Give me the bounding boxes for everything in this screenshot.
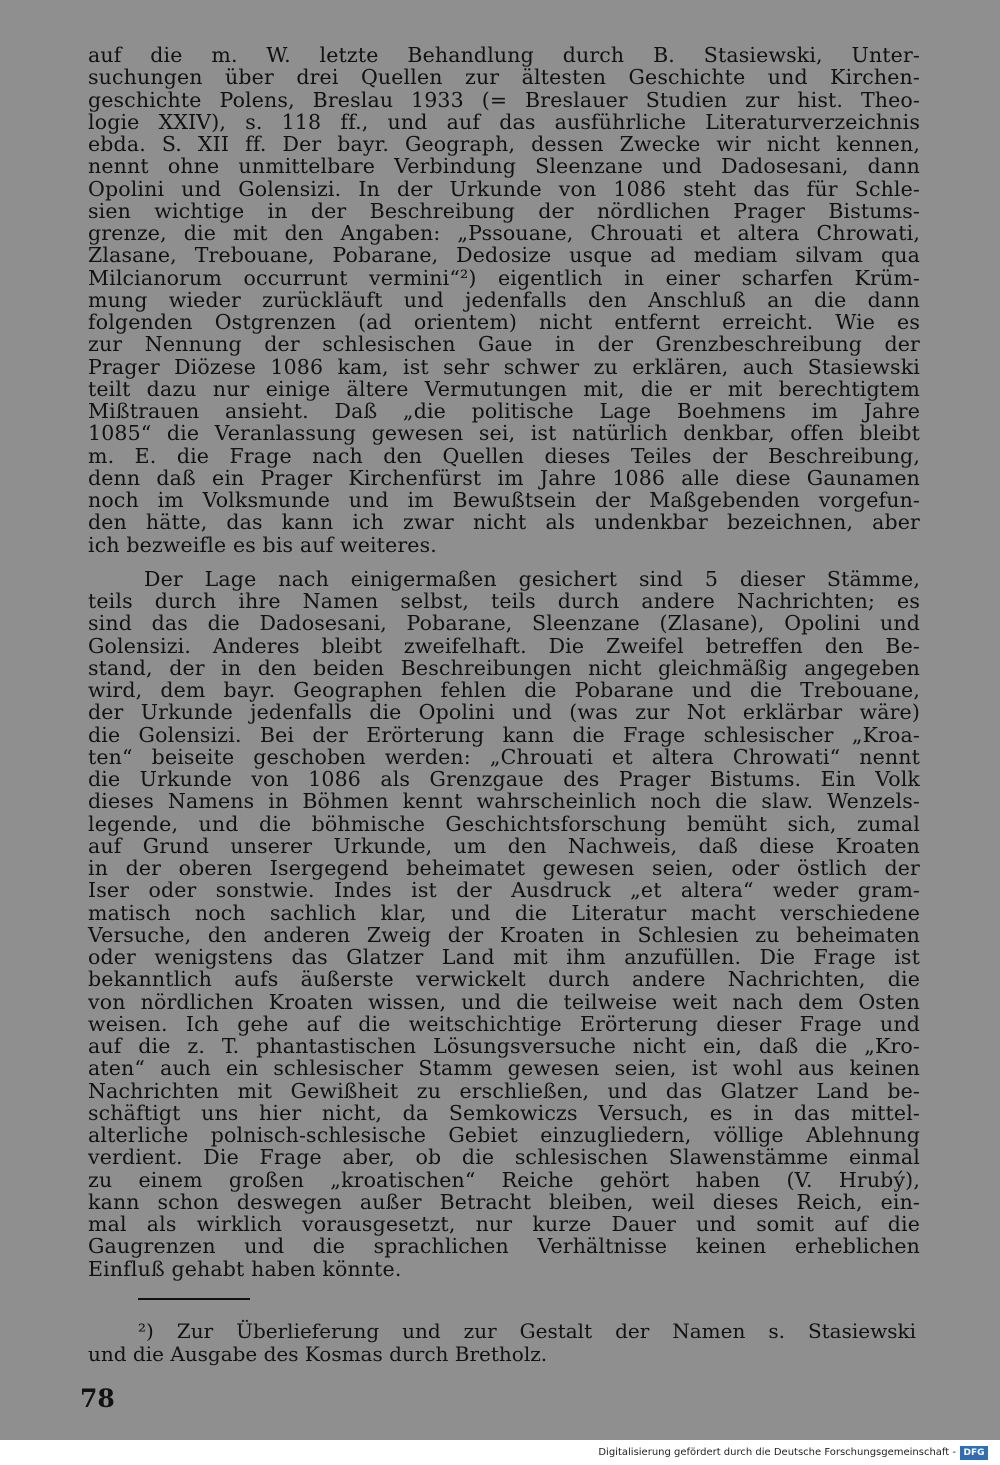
- text-line: matisch noch sachlich klar, und die Literatur macht verschiedene: [88, 900, 920, 925]
- text-line: verdient. Die Frage aber, ob die schlesischen Slawenstämme einmal: [88, 1145, 920, 1170]
- text-line: grenze, die mit den Angaben: „Pssouane, Chrouati et altera Chrowati,: [88, 221, 920, 245]
- text-line: den hätte, das kann ich zwar nicht als undenkbar bezeichnen, aber: [88, 510, 920, 535]
- text-line: wird, dem bayr. Geographen fehlen die Pobarane und die Trebouane,: [88, 678, 920, 702]
- text-line: von nördlichen Kroaten wissen, und die teilweise weit nach dem Osten: [88, 989, 920, 1014]
- text-line: aten“ auch ein schlesischer Stamm gewesen seien, ist wohl aus keinen: [88, 1056, 920, 1081]
- text-line: auf die z. T. phantastischen Lösungsversuche nicht ein, daß die „Kro-: [88, 1034, 920, 1058]
- text-line: Milcianorum occurrunt vermini“²) eigentlich in einer scharfen Krüm-: [88, 265, 920, 290]
- text-line: Iser oder sonstwie. Indes ist der Ausdruck „et altera“ weder gram-: [88, 878, 920, 903]
- text-line: alterliche polnisch-schlesische Gebiet einzugliedern, völlige Ablehnung: [88, 1123, 920, 1147]
- text-line: stand, der in den beiden Beschreibungen nicht gleichmäßig angegeben: [88, 655, 920, 680]
- text-line: oder wenigstens das Glatzer Land mit ihm anzufüllen. Die Frage ist: [88, 945, 920, 969]
- text-line: teils durch ihre Namen selbst, teils durch andere Nachrichten; es: [88, 589, 920, 613]
- text-line: ebda. S. XII ff. Der bayr. Geograph, dessen Zwecke wir nicht kennen,: [88, 132, 920, 156]
- text-line: nennt ohne unmittelbare Verbindung Sleenzane und Dadosesani, dann: [88, 154, 920, 179]
- text-line: Einfluß gehabt haben könnte.: [88, 1256, 402, 1281]
- text-line: die Golensizi. Bei der Erörterung kann die Frage schlesischer „Kroa-: [88, 722, 920, 747]
- text-line: mal als wirklich vorausgesetzt, nur kurze Dauer und somit auf die: [88, 1212, 920, 1236]
- text-line: kann schon deswegen außer Betracht bleiben, weil dieses Reich, ein-: [88, 1189, 920, 1214]
- text-line: noch im Volksmunde und im Bewußtsein der Maßgebenden vorgefun-: [88, 488, 920, 512]
- text-line: Mißtrauen ansieht. Daß „die politische Lage Boehmens im Jahre: [88, 399, 920, 423]
- text-line: Opolini und Golensizi. In der Urkunde von 1086 steht das für Schle-: [88, 176, 920, 201]
- paragraph-1: [88, 44, 920, 556]
- text-line: Prager Diözese 1086 kam, ist sehr schwer zu erklären, auch Stasiewski: [88, 354, 920, 379]
- text-line: legende, und die böhmische Geschichtsforschung bemüht sich, zumal: [88, 811, 920, 836]
- text-line: Gaugrenzen und die sprachlichen Verhältnisse keinen erheblichen: [88, 1234, 920, 1259]
- text-line: folgenden Ostgrenzen (ad orientem) nicht entfernt erreicht. Wie es: [88, 310, 920, 334]
- footnote-line: und die Ausgabe des Kosmas durch Bretholz.: [88, 1342, 548, 1366]
- text-line: sien wichtige in der Beschreibung der nördlichen Prager Bistums-: [88, 198, 920, 223]
- text-line: dieses Namens in Böhmen kennt wahrscheinlich noch die slaw. Wenzels-: [88, 789, 920, 814]
- text-line: weisen. Ich gehe auf die weitschichtige Erörterung dieser Frage und: [88, 1011, 920, 1036]
- text-line: sind das die Dadosesani, Pobarane, Sleenzane (Zlasane), Opolini und: [88, 611, 920, 636]
- text-line: die Urkunde von 1086 als Grenzgaue des Prager Bistums. Ein Volk: [88, 767, 920, 791]
- text-line: Der Lage nach einigermaßen gesichert sind 5 dieser Stämme,: [144, 566, 920, 591]
- text-line: logie XXIV), s. 118 ff., und auf das ausführliche Literaturverzeichnis: [88, 109, 920, 134]
- paragraph-2: [88, 568, 920, 1280]
- footer-bar: [0, 1440, 1000, 1465]
- text-line: denn daß ein Prager Kirchenfürst im Jahre 1086 alle diese Gaunamen: [88, 465, 920, 490]
- text-line: in der oberen Isergegend beheimatet gewesen seien, oder östlich der: [88, 856, 920, 880]
- text-line: Nachrichten mit Gewißheit zu erschließen, und das Glatzer Land be-: [88, 1078, 920, 1103]
- footnote-separator: [138, 1298, 250, 1300]
- text-line: auf die m. W. letzte Behandlung durch B. Stasiewski, Unter-: [88, 43, 920, 67]
- text-line: Versuche, den anderen Zweig der Kroaten in Schlesien zu beheimaten: [88, 922, 920, 947]
- text-line: ten“ beiseite geschoben werden: „Chrouati et altera Chrowati“ nennt: [88, 744, 920, 769]
- footer-credit: Digitalisierung gefördert durch die Deutsche Forschungsgemeinschaft -: [598, 1447, 956, 1458]
- text-line: 1085“ die Veranlassung gewesen sei, ist natürlich denkbar, offen bleibt: [88, 421, 920, 446]
- text-line: Zlasane, Trebouane, Pobarane, Dedosize usque ad mediam silvam qua: [88, 243, 920, 268]
- text-line: mung wieder zurückläuft und jedenfalls den Anschluß an die dann: [88, 287, 920, 312]
- text-line: geschichte Polens, Breslau 1933 (= Breslauer Studien zur hist. Theo-: [88, 87, 920, 112]
- text-line: schäftigt uns hier nicht, da Semkowiczs Versuch, es in das mittel-: [88, 1100, 920, 1125]
- main-text: [88, 44, 920, 1280]
- text-line: ich bezweifle es bis auf weiteres.: [88, 532, 437, 557]
- text-line: m. E. die Frage nach den Quellen dieses Teiles der Beschreibung,: [88, 443, 920, 468]
- text-line: der Urkunde jedenfalls die Opolini und (was zur Not erklärbar wäre): [88, 700, 920, 725]
- text-line: auf Grund unserer Urkunde, um den Nachweis, daß diese Kroaten: [88, 833, 920, 858]
- text-line: zur Nennung der schlesischen Gaue in der Grenzbeschreibung der: [88, 332, 920, 357]
- page-number: 78: [80, 1384, 115, 1413]
- text-line: Golensizi. Anderes bleibt zweifelhaft. Die Zweifel betreffen den Be-: [88, 633, 920, 658]
- dfg-logo: DFG: [960, 1446, 988, 1460]
- text-line: bekanntlich aufs äußerste verwickelt durch andere Nachrichten, die: [88, 967, 920, 992]
- text-line: teilt dazu nur einige ältere Vermutungen mit, die er mit berechtigtem: [88, 376, 920, 401]
- footnotes: [88, 1320, 916, 1366]
- text-line: zu einem großen „kroatischen“ Reiche gehört haben (V. Hrubý),: [88, 1167, 920, 1192]
- footnote-line: ²) Zur Überlieferung und zur Gestalt der Namen s. Stasiewski: [138, 1319, 916, 1343]
- text-line: suchungen über drei Quellen zur ältesten Geschichte und Kirchen-: [88, 65, 920, 90]
